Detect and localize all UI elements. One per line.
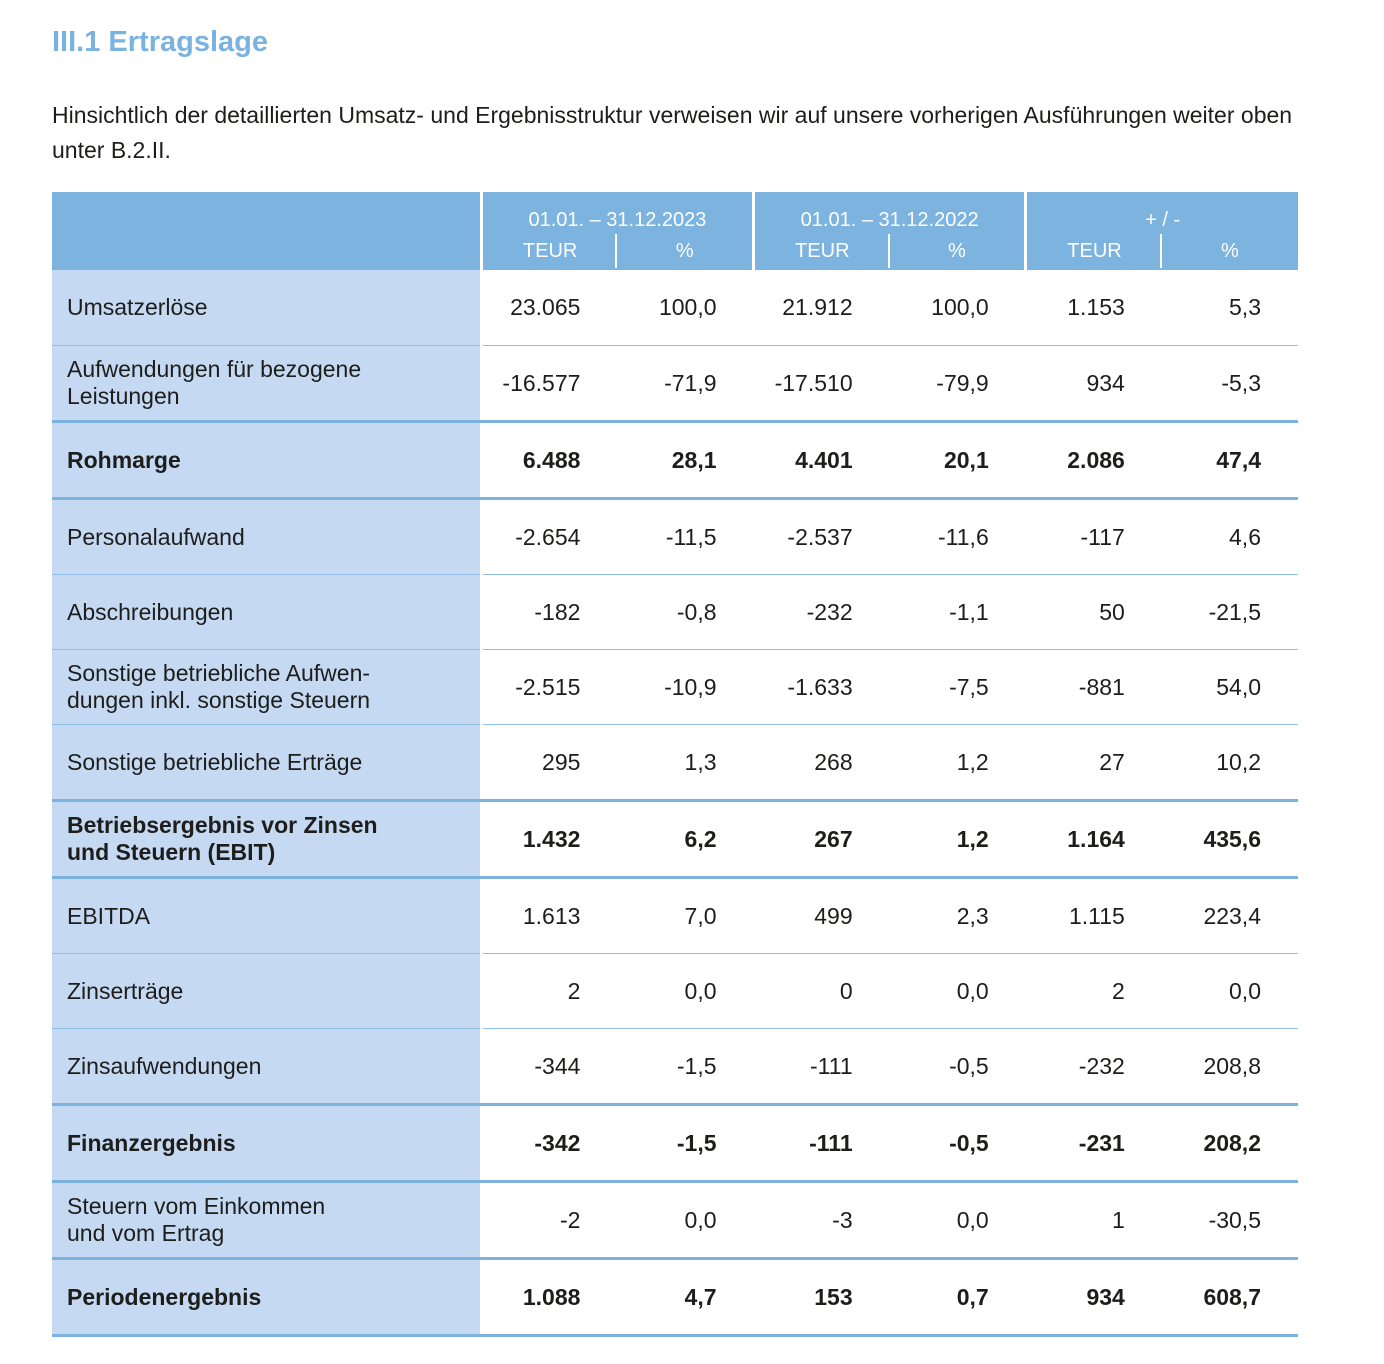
value-2022-teur: -3 [754,1182,890,1259]
row-label: EBITDA [52,878,481,954]
value-2022-teur: -2.537 [754,499,890,575]
value-change-pct: 54,0 [1162,650,1298,725]
value-change-teur: -881 [1026,650,1162,725]
value-2022-teur: 4.401 [754,422,890,499]
value-2022-pct: 0,7 [890,1259,1026,1336]
value-change-teur: 1 [1026,1182,1162,1259]
header-2023-teur: TEUR [481,232,617,270]
value-2023-pct: -1,5 [617,1105,753,1182]
value-2023-pct: 0,0 [617,1182,753,1259]
table-body [52,270,1298,1336]
table-row [52,650,1298,725]
table-row [52,1105,1298,1182]
value-change-teur: 2.086 [1026,422,1162,499]
value-2023-teur: 1.088 [481,1259,617,1336]
value-change-pct: -30,5 [1162,1182,1298,1259]
row-label: Finanzergebnis [52,1105,481,1182]
value-2022-teur: 268 [754,725,890,801]
header-corner-cell [52,192,481,270]
value-2022-teur: -1.633 [754,650,890,725]
value-2022-teur: 267 [754,801,890,878]
table-row [52,1182,1298,1259]
value-2022-pct: 2,3 [890,878,1026,954]
value-2023-pct: -11,5 [617,499,753,575]
table-row [52,575,1298,650]
value-change-teur: 1.153 [1026,270,1162,346]
value-2023-teur: 1.613 [481,878,617,954]
value-change-teur: 27 [1026,725,1162,801]
value-2023-teur: -2.654 [481,499,617,575]
value-2023-teur: 1.432 [481,801,617,878]
header-2022-pct: % [890,232,1026,270]
value-change-teur: 1.115 [1026,878,1162,954]
value-change-pct: -21,5 [1162,575,1298,650]
value-2023-pct: 6,2 [617,801,753,878]
table-row [52,270,1298,346]
value-2023-teur: -2 [481,1182,617,1259]
table-row [52,346,1298,422]
value-2023-teur: -342 [481,1105,617,1182]
value-change-teur: -117 [1026,499,1162,575]
value-change-pct: 608,7 [1162,1259,1298,1336]
value-2023-teur: -2.515 [481,650,617,725]
table-row [52,725,1298,801]
value-2022-pct: -0,5 [890,1029,1026,1105]
value-2023-teur: -16.577 [481,346,617,422]
value-change-teur: 934 [1026,1259,1162,1336]
income-statement-table [52,192,1298,1337]
value-2022-teur: 0 [754,954,890,1029]
table-row [52,422,1298,499]
row-label: Aufwendungen für bezogene Leistungen [52,346,481,422]
intro-paragraph: Hinsichtlich der detaillierten Umsatz- und Ergebnisstruktur verweisen wir auf unsere vorherigen Ausführungen weiter oben unter B.2.II. [52,102,1293,163]
value-2022-pct: -79,9 [890,346,1026,422]
row-label: Betriebsergebnis vor Zinsen und Steuern (EBIT) [52,801,481,878]
value-change-pct: 0,0 [1162,954,1298,1029]
value-change-pct: 208,2 [1162,1105,1298,1182]
header-period-2023: 01.01. – 31.12.2023 [481,192,753,232]
table-header-row-groups [52,192,1298,232]
value-change-pct: 4,6 [1162,499,1298,575]
value-2022-pct: 100,0 [890,270,1026,346]
value-2022-pct: 20,1 [890,422,1026,499]
row-label: Personalaufwand [52,499,481,575]
row-label: Periodenergebnis [52,1259,481,1336]
value-2023-pct: 0,0 [617,954,753,1029]
value-change-teur: 934 [1026,346,1162,422]
value-2023-teur: 23.065 [481,270,617,346]
value-2022-pct: 1,2 [890,725,1026,801]
header-2022-teur: TEUR [754,232,890,270]
value-change-pct: 223,4 [1162,878,1298,954]
table-row [52,1029,1298,1105]
value-2022-teur: 499 [754,878,890,954]
table-row [52,801,1298,878]
row-label: Sonstige betriebliche Erträge [52,725,481,801]
value-2023-pct: -10,9 [617,650,753,725]
row-label: Zinsaufwendungen [52,1029,481,1105]
value-2022-pct: -7,5 [890,650,1026,725]
value-2022-pct: 0,0 [890,1182,1026,1259]
value-2022-teur: -111 [754,1029,890,1105]
value-2023-pct: -71,9 [617,346,753,422]
value-2023-pct: 4,7 [617,1259,753,1336]
value-change-pct: 10,2 [1162,725,1298,801]
header-period-2022: 01.01. – 31.12.2022 [754,192,1026,232]
value-2023-teur: 6.488 [481,422,617,499]
value-2023-teur: -344 [481,1029,617,1105]
value-2023-pct: 1,3 [617,725,753,801]
row-label: Zinserträge [52,954,481,1029]
value-change-teur: -232 [1026,1029,1162,1105]
value-change-teur: 2 [1026,954,1162,1029]
header-change-teur: TEUR [1026,232,1162,270]
value-change-pct: 47,4 [1162,422,1298,499]
header-2023-pct: % [617,232,753,270]
row-label: Sonstige betriebliche Aufwen- dungen inkl. sonstige Steuern [52,650,481,725]
value-2023-teur: 295 [481,725,617,801]
value-change-pct: 435,6 [1162,801,1298,878]
value-2022-teur: -111 [754,1105,890,1182]
value-change-pct: 208,8 [1162,1029,1298,1105]
table-row [52,954,1298,1029]
row-label: Steuern vom Einkommen und vom Ertrag [52,1182,481,1259]
value-2022-teur: 153 [754,1259,890,1336]
value-2022-pct: 1,2 [890,801,1026,878]
value-change-pct: 5,3 [1162,270,1298,346]
value-2022-teur: 21.912 [754,270,890,346]
value-2023-pct: -1,5 [617,1029,753,1105]
row-label: Abschreibungen [52,575,481,650]
table-row [52,499,1298,575]
value-2023-teur: 2 [481,954,617,1029]
row-label: Umsatzerlöse [52,270,481,346]
value-2023-teur: -182 [481,575,617,650]
value-2023-pct: 28,1 [617,422,753,499]
value-change-teur: 1.164 [1026,801,1162,878]
value-2022-pct: -1,1 [890,575,1026,650]
value-2022-pct: 0,0 [890,954,1026,1029]
section-title: III.1 Ertragslage [52,26,268,58]
value-2022-teur: -17.510 [754,346,890,422]
value-2023-pct: 7,0 [617,878,753,954]
table-row [52,1259,1298,1336]
row-label: Rohmarge [52,422,481,499]
table-row [52,878,1298,954]
value-2023-pct: 100,0 [617,270,753,346]
value-2022-pct: -0,5 [890,1105,1026,1182]
value-change-teur: -231 [1026,1105,1162,1182]
value-2022-pct: -11,6 [890,499,1026,575]
value-change-teur: 50 [1026,575,1162,650]
value-2023-pct: -0,8 [617,575,753,650]
header-change: + / - [1026,192,1298,232]
header-change-pct: % [1162,232,1298,270]
value-change-pct: -5,3 [1162,346,1298,422]
value-2022-teur: -232 [754,575,890,650]
